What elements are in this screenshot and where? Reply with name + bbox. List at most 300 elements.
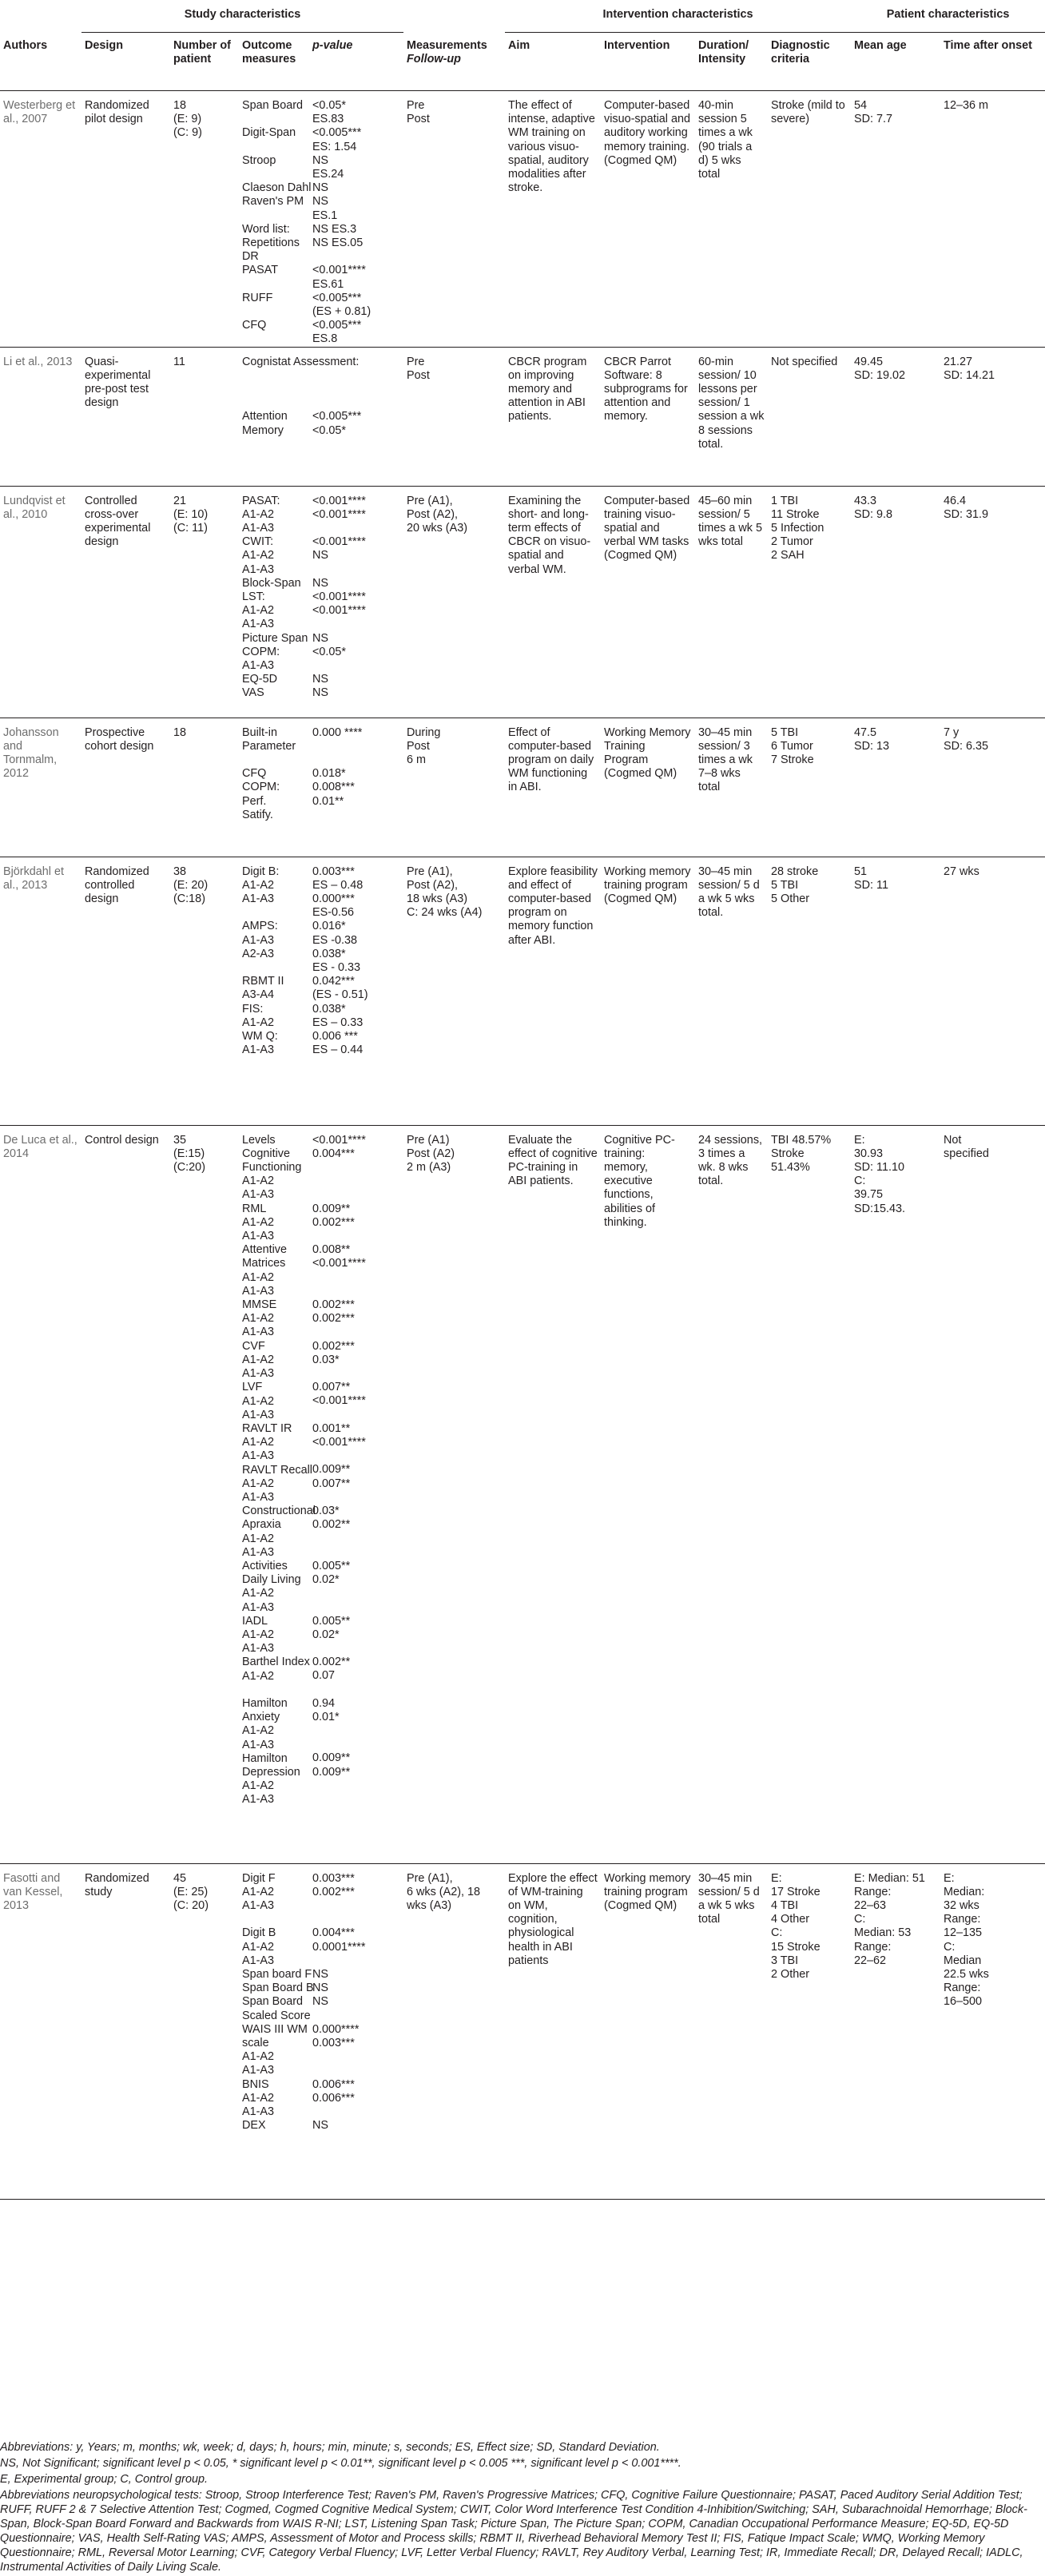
cell-outcome-measures-line: MMSE	[242, 1298, 277, 1312]
cell-diagnostic-line: 4 Other	[771, 1913, 810, 1926]
cell-outcome-measures-line: Raven's PM	[242, 195, 304, 209]
table-body	[0, 91, 1045, 2200]
cell-measurements-line: Pre (A1),	[407, 494, 453, 507]
cell-p-value-line: <0.001****	[312, 1394, 366, 1408]
cell-outcome-measures-line: Digit-Span	[242, 126, 296, 140]
cell-p-value-line: 0.008**	[312, 1243, 351, 1257]
table-row	[0, 1125, 1045, 1863]
cell-mean-age-line: SD: 7.7	[854, 113, 893, 126]
cell-measurements-line: Post	[407, 368, 430, 382]
cell-outcome-measures-line: Span Board	[242, 1995, 304, 2009]
cell-p-value-line: 0.042***	[312, 975, 355, 988]
cell-p-value-line: NS	[312, 686, 328, 700]
cell-mean-age-line: 49.45	[854, 355, 884, 368]
cell-outcome-measures-line: A1-A2	[242, 1669, 274, 1683]
cell-p-value-line: <0.05*	[312, 645, 347, 658]
cell-p-value-line: 0.007**	[312, 1477, 351, 1490]
cell-p-value-line: NS ES.05	[312, 237, 364, 250]
cell-diagnostic	[768, 857, 851, 1125]
cell-measurements	[403, 1125, 505, 1863]
cell-p-value-line	[312, 1230, 400, 1243]
cell-diagnostic	[768, 486, 851, 718]
cell-mean-age-line: 43.3	[854, 494, 877, 507]
header-outcome-measures: Outcome measures	[239, 33, 309, 91]
cell-p-value-line: ES - 0.33	[312, 961, 360, 975]
cell-mean-age-line: 22–62	[854, 1954, 887, 1967]
cell-p-value-line: 0.038*	[312, 1002, 346, 1016]
cell-p-value-line: 0.000 ****	[312, 725, 363, 739]
cell-p-value-line: 0.006 ***	[312, 1030, 358, 1044]
cell-p-value-line: NS	[312, 673, 328, 686]
cell-outcome-measures-line: Barthel Index	[242, 1656, 310, 1669]
cell-time-after-onset-line: Range:	[944, 1982, 981, 1995]
cell-p-value-line	[312, 2064, 400, 2077]
cell-outcome-measures-line	[242, 141, 306, 154]
cell-duration: 30–45 min session/ 5 d a wk 5 wks total	[695, 1863, 768, 2199]
cell-measurements-line: Pre	[407, 99, 425, 112]
cell-outcome-measures-line: A1-A2	[242, 878, 274, 892]
cell-p-value-line: 0.002***	[312, 1339, 355, 1353]
group-study: Study characteristics	[81, 0, 403, 33]
cell-intervention: Computer-based visuo-spatial and auditory working memory training. (Cogmed QM)	[601, 91, 695, 348]
table-row	[0, 1863, 1045, 2199]
cell-outcome-measures	[239, 718, 309, 857]
cell-p-value-line	[312, 753, 400, 767]
cell-time-after-onset	[940, 857, 1045, 1125]
cell-outcome-measures-line: A1-A2	[242, 1885, 274, 1898]
cell-diagnostic-line: 17 Stroke	[771, 1885, 821, 1898]
cell-mean-age	[851, 347, 940, 486]
cell-outcome-measures-line: Activities	[242, 1559, 288, 1572]
cell-p-value	[309, 91, 403, 348]
cell-p-value	[309, 857, 403, 1125]
cell-authors: Westerberg et al., 2007	[0, 91, 81, 348]
cell-measurements	[403, 91, 505, 348]
cell-p-value-line: 0.01*	[312, 1710, 340, 1723]
cell-p-value-line: (ES - 0.51)	[312, 988, 368, 1002]
cell-duration: 30–45 min session/ 5 d a wk 5 wks total.	[695, 857, 768, 1125]
cell-intervention: Working Memory Training Program (Cogmed QM)	[601, 718, 695, 857]
cell-time-after-onset-line: E:	[944, 1871, 955, 1885]
cell-aim: Explore the effect of WM-training on WM, cognition, physiological health in ABI patients	[505, 1863, 601, 2199]
cell-p-value-line: 0.009**	[312, 1202, 351, 1215]
cell-outcome-measures-line: LVF	[242, 1381, 263, 1394]
cell-outcome-measures-line: BNIS	[242, 2077, 269, 2091]
cell-design: Control design	[81, 1125, 170, 1863]
cell-mean-age-line: 51	[854, 865, 868, 878]
cell-intervention: Working memory training program (Cogmed QM)	[601, 857, 695, 1125]
cell-outcome-measures-line: FIS:	[242, 1002, 264, 1016]
cell-outcome-measures-line: Digit B:	[242, 865, 280, 878]
cell-p-value-line: 0.03*	[312, 1353, 340, 1366]
cell-outcome-measures-line: Levels	[242, 1133, 276, 1147]
table-row	[0, 347, 1045, 486]
footnote: Abbreviations neuropsychological tests: Stroop, Stroop Interference Test; Raven's PM, Raven's Progressive Matrices; CFQ, Cognitive Failure Questionnaire; PASAT, Paced Auditory Serial Addition Test; RUFF, RUFF 2 & 7 Selective Attention Test; Cogmed, Cogmed Cognitive Medical System; CWIT, Color Word Interference Test Condition 4-Inhibition/Switching; SAH, Subarachnoidal Hemorrhage; Block-Span, Block-Span Board Forward and Backwards from WAIS R-NI; LST, Listening Span Task; Picture Span, The Picture Span; COPM, Canadian Occupational Performance Measure; EQ-5D, EQ-5D Questionnaire; VAS, Health Self-Rating VAS; AMPS, Assessment of Motor and Process skills; RBMT II, Riverhead Behavioral Memory Test II; FIS, Fatique Impact Scale; WMQ, Working Memory Questionnaire; RML, Reversal Motor Learning; CVF, Category Verbal Fluency; LVF, Letter Verbal Fluency; RAVLT, Rey Auditory Verbal, Learning Test; IR, Immediate Recall; DR, Delayed Recall; IADLC, Instrumental Activities of Daily Living Scale.	[0, 2489, 1027, 2574]
cell-measurements-line: Post	[407, 739, 430, 753]
cell-p-value-line	[312, 1326, 400, 1339]
cell-time-after-onset-line: Median	[944, 1954, 982, 1967]
cell-time-after-onset-line: specified	[944, 1147, 989, 1160]
cell-outcome-measures-line: A1-A3	[242, 2064, 274, 2077]
cell-outcome-measures-line: Built-in	[242, 725, 277, 739]
cell-time-after-onset-line: 32 wks	[944, 1899, 979, 1913]
cell-number-of-patient-line: 18	[173, 725, 187, 739]
cell-number-of-patient-line: 18	[173, 99, 187, 112]
cell-p-value-line	[312, 2050, 400, 2064]
cell-outcome-measures-line: Hamilton	[242, 1696, 288, 1710]
cell-outcome-measures-line: A1-A2	[242, 1940, 274, 1954]
cell-outcome-measures-line: A1-A3	[242, 1545, 274, 1559]
cell-time-after-onset-line: 16–500	[944, 1995, 983, 2009]
cell-p-value-line: ES – 0.48	[312, 878, 364, 892]
cell-p-value-line: NS	[312, 2119, 328, 2133]
cell-diagnostic-line: E:	[771, 1871, 782, 1885]
cell-time-after-onset-line: Median:	[944, 1885, 985, 1898]
cell-outcome-measures-line: A1-A3	[242, 659, 274, 673]
cell-p-value-line: 0.002**	[312, 1518, 351, 1532]
cell-diagnostic-line: Stroke	[771, 1147, 805, 1160]
cell-outcome-measures-line: A1-A2	[242, 604, 274, 618]
cell-number-of-patient-line: 11	[173, 355, 185, 368]
cell-outcome-measures-line	[242, 369, 306, 383]
header-mean-age: Mean age	[851, 33, 940, 91]
cell-p-value-line	[312, 1491, 400, 1505]
cell-outcome-measures	[239, 486, 309, 718]
cell-outcome-measures-line: A1-A2	[242, 1353, 274, 1366]
header-intervention: Intervention	[601, 33, 695, 91]
cell-duration: 45–60 min session/ 5 times a wk 5 wks total	[695, 486, 768, 718]
cell-diagnostic-line: 28 stroke	[771, 865, 819, 878]
cell-p-value-line: 0.0001****	[312, 1940, 366, 1954]
cell-p-value-line: (ES + 0.81)	[312, 305, 372, 319]
cell-outcome-measures-line	[242, 305, 306, 319]
cell-outcome-measures-line: Perf.	[242, 794, 267, 808]
cell-p-value-line: <0.005***	[312, 319, 362, 332]
cell-mean-age	[851, 718, 940, 857]
cell-mean-age-line: Range:	[854, 1885, 892, 1898]
cell-diagnostic-line: 11 Stroke	[771, 507, 820, 521]
cell-outcome-measures-line: PASAT:	[242, 494, 280, 507]
cell-p-value-line: 0.005**	[312, 1559, 351, 1572]
cell-measurements-line: wks (A3)	[407, 1899, 451, 1913]
cell-p-value-line: <0.001****	[312, 264, 366, 277]
cell-outcome-measures-line: A1-A2	[242, 1628, 274, 1641]
cell-mean-age-line: SD: 19.02	[854, 368, 906, 382]
cell-outcome-measures-line: Repetitions	[242, 236, 300, 249]
cell-outcome-measures-line: A1-A3	[242, 1408, 274, 1421]
cell-p-value-line: 0.038*	[312, 947, 346, 960]
cell-p-value-line: <0.005***	[312, 126, 362, 140]
cell-outcome-measures-line	[242, 209, 306, 223]
cell-outcome-measures-line	[242, 1684, 306, 1697]
cell-diagnostic-line: 51.43%	[771, 1161, 810, 1175]
cell-p-value-line	[312, 250, 400, 264]
cell-p-value-line: 0.002***	[312, 1885, 355, 1898]
cell-outcome-measures-line: Functioning	[242, 1161, 302, 1175]
cell-outcome-measures-line	[242, 906, 306, 920]
cell-diagnostic-line: 5 TBI	[771, 725, 799, 739]
cell-p-value-line: ES.83	[312, 113, 344, 126]
cell-outcome-measures-line: A1-A3	[242, 892, 274, 906]
cell-number-of-patient-line: 45	[173, 1871, 187, 1885]
cell-outcome-measures-line	[242, 1913, 306, 1926]
cell-outcome-measures-line: LST:	[242, 590, 265, 604]
cell-diagnostic-line: 2 SAH	[771, 549, 805, 563]
cell-outcome-measures-line: A1-A2	[242, 1724, 274, 1738]
cell-mean-age-line: SD: 11.10	[854, 1161, 904, 1175]
cell-measurements-line: Post (A2)	[407, 1147, 455, 1160]
cell-number-of-patient-line: 21	[173, 494, 187, 507]
cell-p-value-line: NS	[312, 576, 328, 590]
cell-outcome-measures-line: DR	[242, 250, 259, 264]
header-measurements: Measurements Follow-up	[403, 33, 505, 91]
cell-measurements	[403, 1863, 505, 2199]
cell-p-value-line	[312, 740, 400, 753]
cell-p-value-line: 0.002**	[312, 1656, 351, 1669]
cell-p-value-line	[312, 2105, 400, 2119]
cell-aim: The effect of intense, adaptive WM training on various visuo-spatial, auditory modalities after stroke.	[505, 91, 601, 348]
cell-p-value-line: <0.001****	[312, 494, 366, 507]
cell-time-after-onset-line: 12–135	[944, 1926, 983, 1940]
cell-mean-age	[851, 1125, 940, 1863]
cell-outcome-measures-line: Parameter	[242, 739, 296, 753]
cell-number-of-patient-line: (C: 11)	[173, 522, 208, 535]
cell-number-of-patient-line: (C:18)	[173, 892, 205, 906]
cell-design: Quasi-experimental pre-post test design	[81, 347, 170, 486]
cell-p-value-line: NS ES.3	[312, 222, 357, 236]
cell-p-value-line: ES.8	[312, 332, 338, 346]
cell-p-value-line	[312, 1367, 400, 1381]
cell-mean-age-line: SD: 9.8	[854, 507, 893, 521]
cell-outcome-measures-line: Cognistat Assessment:	[242, 355, 360, 368]
cell-mean-age	[851, 857, 940, 1125]
cell-p-value-line	[312, 1913, 400, 1926]
cell-outcome-measures-line	[242, 113, 306, 126]
cell-diagnostic-line: 6 Tumor	[771, 739, 813, 753]
cell-outcome-measures	[239, 91, 312, 348]
cell-aim: Evaluate the effect of cognitive PC-training in ABI patients.	[505, 1125, 601, 1863]
cell-p-value-line: ES: 1.54	[312, 140, 357, 153]
cell-measurements-line: C: 24 wks (A4)	[407, 906, 483, 920]
cell-measurements-line: 6 m	[407, 753, 427, 767]
cell-outcome-measures-line: A1-A3	[242, 1188, 274, 1202]
cell-p-value-line	[312, 1642, 400, 1656]
cell-outcome-measures-line	[242, 753, 306, 767]
cell-p-value-line: NS	[312, 1982, 328, 1995]
cell-measurements-line: 20 wks (A3)	[407, 522, 467, 535]
cell-outcome-measures-line: Attentive	[242, 1243, 287, 1257]
cell-mean-age-line: SD:15.43.	[854, 1202, 906, 1215]
cell-diagnostic-line: 1 TBI	[771, 494, 799, 507]
cell-time-after-onset	[940, 347, 1045, 486]
cell-number-of-patient-line: (C: 9)	[173, 126, 202, 140]
cell-p-value-line: 0.009**	[312, 1463, 351, 1477]
cell-outcome-measures-line: A1-A3	[242, 1044, 274, 1057]
column-header-row	[0, 33, 1045, 91]
cell-outcome-measures-line	[242, 961, 306, 975]
cell-outcome-measures-line: A1-A2	[242, 1587, 274, 1600]
cell-outcome-measures-line: A1-A3	[242, 1793, 274, 1807]
cell-outcome-measures-line: IADL	[242, 1614, 268, 1628]
cell-outcome-measures-line: A1-A3	[242, 1954, 274, 1967]
cell-number-of-patient	[170, 91, 239, 348]
cell-number-of-patient-line: (E:15)	[173, 1147, 205, 1160]
cell-authors: Lundqvist et al., 2010	[0, 486, 81, 718]
cell-time-after-onset-line: 22.5 wks	[944, 1968, 989, 1982]
cell-p-value-line	[312, 1409, 400, 1422]
cell-authors: De Luca et al., 2014	[0, 1125, 81, 1863]
cell-p-value-line: <0.05*	[312, 423, 347, 437]
footnote: E, Experimental group; C, Control group.	[0, 2473, 208, 2486]
cell-outcome-measures	[239, 857, 309, 1125]
cell-duration: 60-min session/ 10 lessons per session/ 1 session a wk 8 sessions total.	[695, 347, 768, 486]
cell-p-value-line	[312, 369, 400, 383]
cell-outcome-measures-line: DEX	[242, 2119, 266, 2133]
header-p-value-label: p-value	[312, 39, 353, 52]
cell-outcome-measures-line	[242, 168, 306, 181]
cell-p-value-line: 0.018*	[312, 767, 346, 781]
cell-p-value-line	[312, 1793, 400, 1807]
cell-p-value-line: <0.001****	[312, 1257, 366, 1270]
header-diagnostic: Diagnostic criteria	[768, 33, 851, 91]
cell-measurements	[403, 347, 505, 486]
cell-p-value-line: ES -0.38	[312, 933, 357, 947]
cell-mean-age-line: C:	[854, 1913, 866, 1926]
cell-outcome-measures-line: Matrices	[242, 1257, 286, 1270]
cell-p-value-line: ES.61	[312, 277, 344, 291]
cell-measurements-line: Pre	[407, 355, 425, 368]
cell-p-value-line: 0.02*	[312, 1628, 340, 1641]
cell-number-of-patient	[170, 486, 239, 718]
cell-outcome-measures-line: A1-A3	[242, 1642, 274, 1656]
table-row	[0, 857, 1045, 1125]
cell-design: Randomized controlled design	[81, 857, 170, 1125]
cell-p-value	[309, 1125, 403, 1863]
cell-p-value-line	[312, 1779, 400, 1793]
cell-measurements-line: Post (A2),	[407, 878, 458, 892]
cell-intervention: Computer-based training visuo-spatial and verbal WM tasks (Cogmed QM)	[601, 486, 695, 718]
cell-outcome-measures-line: COPM:	[242, 781, 280, 794]
cell-p-value-line	[312, 1724, 400, 1738]
cell-outcome-measures-line: A1-A2	[242, 1436, 274, 1449]
table-row	[0, 486, 1045, 718]
cell-outcome-measures-line: A1-A2	[242, 2091, 274, 2105]
cell-outcome-measures-line: A1-A3	[242, 2105, 274, 2119]
cell-p-value-line: 0.006***	[312, 2091, 355, 2105]
cell-outcome-measures-line: CFQ	[242, 319, 267, 332]
cell-outcome-measures-line: VAS	[242, 686, 264, 700]
cell-outcome-measures-line: A3-A4	[242, 988, 274, 1002]
cell-p-value-line	[312, 1188, 400, 1202]
cell-p-value-line: 0.002***	[312, 1215, 355, 1229]
cell-outcome-measures-line: A1-A2	[242, 1312, 274, 1326]
cell-diagnostic-line: C:	[771, 1926, 783, 1940]
cell-outcome-measures-line: Claeson Dahl	[242, 181, 312, 195]
cell-p-value-line: ES.1	[312, 209, 338, 222]
cell-time-after-onset-line: Not	[944, 1133, 962, 1147]
cell-time-after-onset	[940, 718, 1045, 857]
cell-mean-age-line: 47.5	[854, 725, 877, 739]
cell-outcome-measures-line: Span board F	[242, 1968, 312, 1982]
cell-outcome-measures-line: A1-A3	[242, 1449, 274, 1463]
cell-p-value	[309, 718, 403, 857]
cell-number-of-patient-line: (C:20)	[173, 1161, 205, 1175]
cell-outcome-measures-line: A1-A3	[242, 933, 274, 947]
cell-p-value-line: NS	[312, 549, 328, 563]
cell-diagnostic-line: 5 TBI	[771, 878, 799, 892]
cell-outcome-measures-line: A1-A3	[242, 1326, 274, 1339]
cell-p-value-line: <0.001****	[312, 535, 366, 549]
cell-aim: CBCR program on improving memory and attention in ABI patients.	[505, 347, 601, 486]
cell-mean-age-line: SD: 13	[854, 739, 890, 753]
cell-time-after-onset-line: 12–36 m	[944, 99, 989, 112]
cell-p-value-line: 0.016*	[312, 920, 346, 933]
cell-p-value-line	[312, 1587, 400, 1600]
cell-outcome-measures-line: A1-A3	[242, 1490, 274, 1504]
cell-p-value-line: <0.001****	[312, 590, 366, 604]
cell-outcome-measures-line: Digit B	[242, 1926, 276, 1940]
cell-outcome-measures-line: Cognitive	[242, 1147, 290, 1160]
cell-outcome-measures-line: COPM:	[242, 645, 280, 658]
cell-p-value-line	[312, 383, 400, 396]
cell-outcome-measures-line: Span Board	[242, 99, 304, 112]
cell-duration: 30–45 min session/ 3 times a wk 7–8 wks total	[695, 718, 768, 857]
cell-p-value-line: NS	[312, 195, 328, 209]
cell-outcome-measures-line: A1-A2	[242, 1779, 274, 1793]
cell-outcome-measures-line: Block-Span	[242, 576, 301, 590]
cell-measurements-line: Pre (A1)	[407, 1133, 450, 1147]
cell-outcome-measures-line	[242, 396, 306, 410]
cell-number-of-patient	[170, 857, 239, 1125]
cell-outcome-measures-line: A1-A2	[242, 1215, 274, 1229]
cell-outcome-measures-line: A1-A3	[242, 1284, 274, 1298]
cell-diagnostic	[768, 1863, 851, 2199]
cell-outcome-measures-line: Memory	[242, 423, 284, 437]
cell-p-value-line	[312, 618, 400, 631]
cell-outcome-measures-line: Hamilton	[242, 1751, 288, 1765]
cell-time-after-onset	[940, 486, 1045, 718]
cell-p-value-line: 0.006***	[312, 2077, 355, 2091]
cell-time-after-onset-line: SD: 31.9	[944, 507, 989, 521]
cell-p-value-line: 0.007**	[312, 1381, 351, 1394]
cell-number-of-patient-line: (E: 10)	[173, 507, 209, 521]
cell-p-value-line: 0.009**	[312, 1751, 351, 1765]
cell-number-of-patient-line: (E: 9)	[173, 113, 202, 126]
cell-p-value-line: ES – 0.44	[312, 1044, 364, 1057]
cell-outcome-measures-line: CFQ	[242, 767, 267, 781]
cell-outcome-measures-line: A1-A3	[242, 1230, 274, 1243]
cell-measurements-line: 2 m (A3)	[407, 1161, 451, 1175]
cell-p-value-line: <0.005***	[312, 291, 362, 304]
cell-mean-age-line: C:	[854, 1175, 866, 1188]
cell-p-value-line: <0.001****	[312, 1133, 366, 1147]
cell-diagnostic-line: 7 Stroke	[771, 753, 814, 767]
cell-mean-age-line: 39.75	[854, 1188, 884, 1202]
footnote: NS, Not Significant; significant level p < 0.05, * significant level p < 0.01**, significant level p < 0.005 ***, significant level p < 0.001****.	[0, 2457, 681, 2470]
cell-number-of-patient-line: (E: 20)	[173, 878, 209, 892]
cell-outcome-measures-line: A1-A2	[242, 549, 274, 563]
cell-p-value-line	[312, 1954, 400, 1968]
cell-p-value-line: NS	[312, 153, 328, 167]
cell-design: Randomized study	[81, 1863, 170, 2199]
group-header-row	[0, 0, 1045, 33]
cell-outcome-measures-line: CVF	[242, 1339, 265, 1353]
cell-p-value-line: 0.008***	[312, 781, 355, 794]
cell-p-value-line	[312, 1532, 400, 1545]
cell-outcome-measures-line: WAIS III WM	[242, 2022, 308, 2036]
cell-authors: Johansson and Tornmalm, 2012	[0, 718, 81, 857]
cell-mean-age-line: Range:	[854, 1940, 892, 1954]
